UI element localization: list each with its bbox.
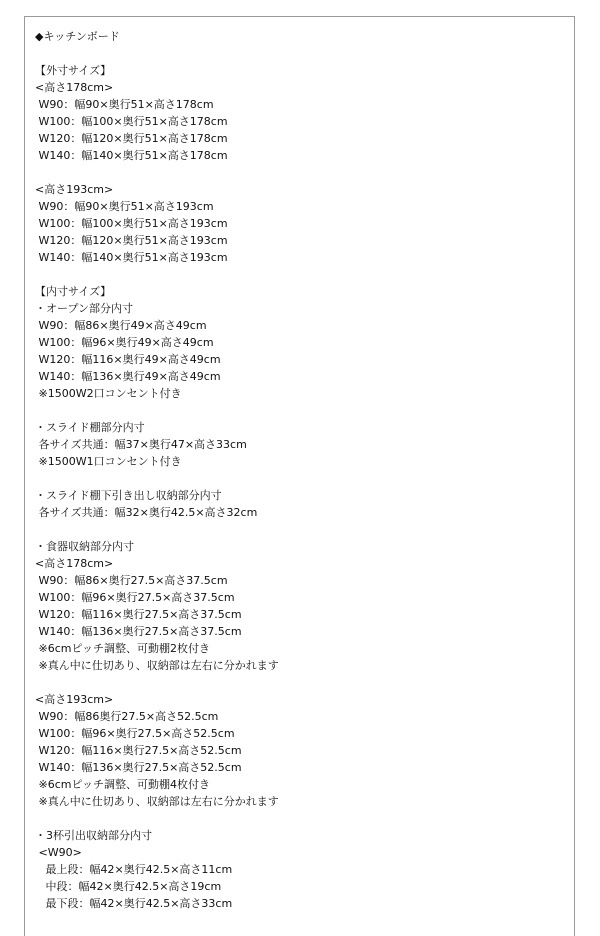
spec-line: ・3杯引出収納部分内寸 <box>35 829 152 842</box>
spec-line: W90：幅86×奥行49×高さ49cm <box>35 319 207 332</box>
spec-line: W90：幅90×奥行51×高さ193cm <box>35 200 214 213</box>
spec-line: ※1500W2口コンセント付き <box>35 387 182 400</box>
spec-line: ・スライド棚部分内寸 <box>35 421 145 434</box>
spec-line: W140：幅136×奥行27.5×高さ37.5cm <box>35 625 242 638</box>
spacer-line <box>35 164 565 181</box>
spec-line: ※真ん中に仕切あり、収納部は左右に分かれます <box>35 659 279 672</box>
spec-text <box>35 28 565 912</box>
spec-line: ・オープン部分内寸 <box>35 302 134 315</box>
spec-line: W100：幅96×奥行27.5×高さ37.5cm <box>35 591 235 604</box>
spec-line: W90：幅86奥行27.5×高さ52.5cm <box>35 710 219 723</box>
spec-line: W120：幅116×奥行27.5×高さ52.5cm <box>35 744 242 757</box>
spec-line: <W90> <box>35 846 82 859</box>
spec-line: W120：幅120×奥行51×高さ193cm <box>35 234 228 247</box>
spacer-line <box>35 810 565 827</box>
spacer-line <box>35 470 565 487</box>
spec-line: W120：幅116×奥行27.5×高さ37.5cm <box>35 608 242 621</box>
spec-line: 【内寸サイズ】 <box>35 285 112 298</box>
spec-line: <高さ178cm> <box>35 557 114 570</box>
spec-line: W100：幅100×奥行51×高さ193cm <box>35 217 228 230</box>
spec-line: W90：幅90×奥行51×高さ178cm <box>35 98 214 111</box>
spec-line: 各サイズ共通：幅32×奥行42.5×高さ32cm <box>35 506 258 519</box>
spec-line: <高さ193cm> <box>35 183 114 196</box>
spec-line: W100：幅96×奥行27.5×高さ52.5cm <box>35 727 235 740</box>
spec-line: ・食器収納部分内寸 <box>35 540 134 553</box>
spec-line: 中段：幅42×奥行42.5×高さ19cm <box>35 880 222 893</box>
spec-line: 各サイズ共通：幅37×奥行47×高さ33cm <box>35 438 247 451</box>
spec-line: W120：幅120×奥行51×高さ178cm <box>35 132 228 145</box>
spec-line: W140：幅136×奥行49×高さ49cm <box>35 370 221 383</box>
spec-line: ◆キッチンボード <box>35 30 120 43</box>
spec-line: 最上段：幅42×奥行42.5×高さ11cm <box>35 863 233 876</box>
spec-line: ※6cmピッチ調整、可動棚4枚付き <box>35 778 211 791</box>
spacer-line <box>35 266 565 283</box>
spec-line: 【外寸サイズ】 <box>35 64 112 77</box>
spec-line: ・スライド棚下引き出し収納部分内寸 <box>35 489 222 502</box>
spec-line: ※6cmピッチ調整、可動棚2枚付き <box>35 642 211 655</box>
spacer-line <box>35 521 565 538</box>
spec-line: W140：幅140×奥行51×高さ178cm <box>35 149 228 162</box>
spec-line: 最下段：幅42×奥行42.5×高さ33cm <box>35 897 233 910</box>
spec-line: ※真ん中に仕切あり、収納部は左右に分かれます <box>35 795 279 808</box>
spec-line: ※1500W1口コンセント付き <box>35 455 182 468</box>
spec-line: <高さ193cm> <box>35 693 114 706</box>
spec-line: W140：幅136×奥行27.5×高さ52.5cm <box>35 761 242 774</box>
spec-line: W90：幅86×奥行27.5×高さ37.5cm <box>35 574 228 587</box>
spec-line: <高さ178cm> <box>35 81 114 94</box>
spacer-line <box>35 45 565 62</box>
spec-line: W140：幅140×奥行51×高さ193cm <box>35 251 228 264</box>
spacer-line <box>35 402 565 419</box>
spec-line: W100：幅96×奥行49×高さ49cm <box>35 336 214 349</box>
spec-line: W120：幅116×奥行49×高さ49cm <box>35 353 221 366</box>
spec-line: W100：幅100×奥行51×高さ178cm <box>35 115 228 128</box>
spacer-line <box>35 674 565 691</box>
